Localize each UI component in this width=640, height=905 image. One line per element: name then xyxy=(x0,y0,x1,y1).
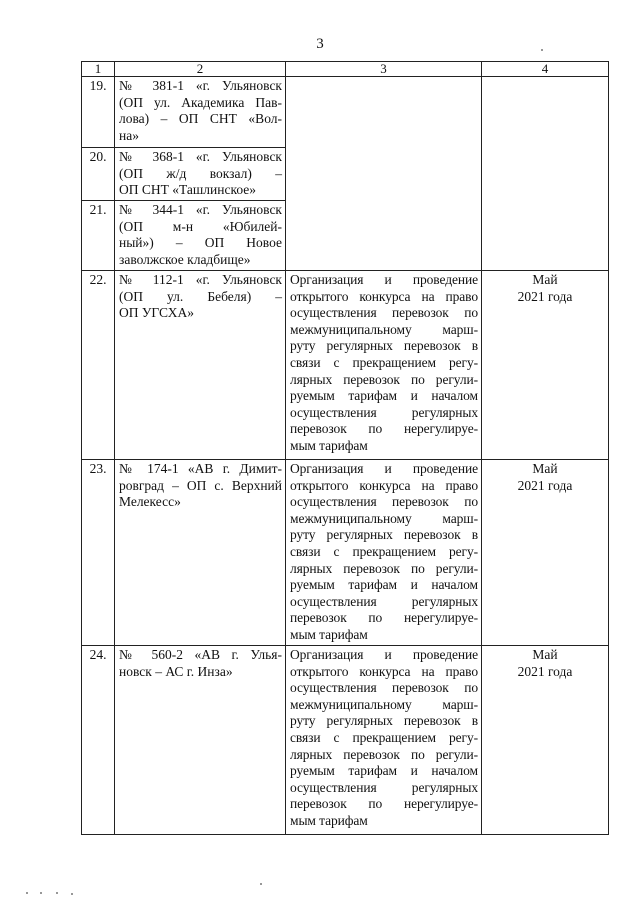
cell-line: № 368-1 «г. Ульяновск xyxy=(119,149,282,164)
scan-speck xyxy=(40,892,42,894)
table-row xyxy=(82,646,609,835)
cell-line: осуществления регулярных xyxy=(290,593,478,609)
cell-line: на» xyxy=(119,127,139,143)
cell-line: 2021 года xyxy=(517,477,573,493)
cell-line: мым тарифам xyxy=(290,626,368,642)
cell-line: осуществления перевозок по xyxy=(290,494,478,510)
cell-line: руемым тарифам и началом xyxy=(290,763,478,779)
cell-line: межмуниципальному марш- xyxy=(290,696,478,712)
cell-line: межмуниципальному марш- xyxy=(290,510,478,526)
cell-line: перевозок по нерегулируе- xyxy=(290,796,478,812)
cell-line: мым тарифам xyxy=(290,437,368,453)
cell-line: перевозок по нерегулируе- xyxy=(290,421,478,437)
cell-line: руемым тарифам и началом xyxy=(290,388,478,404)
cell-line: (ОП ул. Бебеля) – xyxy=(119,288,282,304)
column-header: 2 xyxy=(115,62,286,77)
cell-line: ровград – ОП с. Верхний xyxy=(119,477,282,493)
cell-line: руту регулярных перевозок в xyxy=(290,527,478,543)
cell-line: открытого конкурса на право xyxy=(290,288,478,304)
cell-line: лярных перевозок по регули- xyxy=(290,560,478,576)
cell-line: заволжское кладбище» xyxy=(119,251,251,267)
cell-line: руемым тарифам и началом xyxy=(290,577,478,593)
action-cell xyxy=(286,460,482,646)
action-cell-empty xyxy=(286,77,482,271)
route-cell xyxy=(115,148,286,201)
cell-line: Май xyxy=(532,272,558,287)
scan-speck xyxy=(71,893,73,895)
cell-line: № 174-1 «АВ г. Димит- xyxy=(119,461,282,476)
cell-line: осуществления регулярных xyxy=(290,404,478,420)
page-number: 3 xyxy=(316,36,324,52)
route-cell xyxy=(115,77,286,148)
cell-line: руту регулярных перевозок в xyxy=(290,713,478,729)
cell-line: лярных перевозок по регули- xyxy=(290,371,478,387)
table-row xyxy=(82,77,609,148)
cell-line: № 560-2 «АВ г. Улья- xyxy=(119,647,282,662)
cell-line: руту регулярных перевозок в xyxy=(290,338,478,354)
cell-line: (ОП ж/д вокзал) – xyxy=(119,165,282,181)
cell-line: ный») – ОП Новое xyxy=(119,235,282,251)
action-cell xyxy=(286,271,482,460)
column-header: 1 xyxy=(82,62,115,77)
scan-speck xyxy=(260,883,262,885)
cell-line: Май xyxy=(532,461,558,476)
cell-line: Мелекесс» xyxy=(119,494,181,510)
row-number: 23. xyxy=(82,460,115,646)
cell-line: 2021 года xyxy=(517,288,573,304)
route-cell xyxy=(115,271,286,460)
cell-line: осуществления перевозок по xyxy=(290,305,478,321)
cell-line: Май xyxy=(532,647,558,662)
date-cell xyxy=(482,460,609,646)
cell-line: ОП УГСХА» xyxy=(119,305,194,321)
cell-line: мым тарифам xyxy=(290,812,368,828)
cell-line: межмуниципальному марш- xyxy=(290,321,478,337)
cell-line: 2021 года xyxy=(517,663,573,679)
row-number: 24. xyxy=(82,646,115,835)
table-row xyxy=(82,271,609,460)
row-number: 20. xyxy=(82,148,115,201)
cell-line: осуществления перевозок по xyxy=(290,680,478,696)
route-cell xyxy=(115,201,286,271)
route-cell xyxy=(115,646,286,835)
cell-line: связи с прекращением регу- xyxy=(290,354,478,370)
cell-line: Организация и проведение xyxy=(290,647,478,662)
scan-speck xyxy=(26,892,28,894)
date-cell-empty xyxy=(482,77,609,271)
scan-speck xyxy=(56,892,58,894)
cell-line: Организация и проведение xyxy=(290,272,478,287)
cell-line: связи с прекращением регу- xyxy=(290,729,478,745)
scan-speck xyxy=(541,49,543,51)
cell-line: № 112-1 «г. Ульяновск xyxy=(119,272,282,287)
cell-line: (ОП ул. Академика Пав- xyxy=(119,94,282,110)
route-cell xyxy=(115,460,286,646)
cell-line: № 381-1 «г. Ульяновск xyxy=(119,78,282,93)
table-row xyxy=(82,460,609,646)
cell-line: лярных перевозок по регули- xyxy=(290,746,478,762)
cell-line: лова) – ОП СНТ «Вол- xyxy=(119,111,282,127)
cell-line: ОП СНТ «Ташлинское» xyxy=(119,182,257,198)
column-header: 3 xyxy=(286,62,482,77)
cell-line: № 344-1 «г. Ульяновск xyxy=(119,202,282,217)
date-cell xyxy=(482,271,609,460)
row-number: 22. xyxy=(82,271,115,460)
cell-line: перевозок по нерегулируе- xyxy=(290,610,478,626)
cell-line: осуществления регулярных xyxy=(290,779,478,795)
date-cell xyxy=(482,646,609,835)
table-header-row xyxy=(82,62,609,77)
row-number: 21. xyxy=(82,201,115,271)
cell-line: связи с прекращением регу- xyxy=(290,543,478,559)
routes-table xyxy=(81,61,609,835)
cell-line: новск – АС г. Инза» xyxy=(119,663,233,679)
cell-line: открытого конкурса на право xyxy=(290,477,478,493)
cell-line: Организация и проведение xyxy=(290,461,478,476)
cell-line: открытого конкурса на право xyxy=(290,663,478,679)
column-header: 4 xyxy=(482,62,609,77)
action-cell xyxy=(286,646,482,835)
row-number: 19. xyxy=(82,77,115,148)
cell-line: (ОП м-н «Юбилей- xyxy=(119,218,282,234)
